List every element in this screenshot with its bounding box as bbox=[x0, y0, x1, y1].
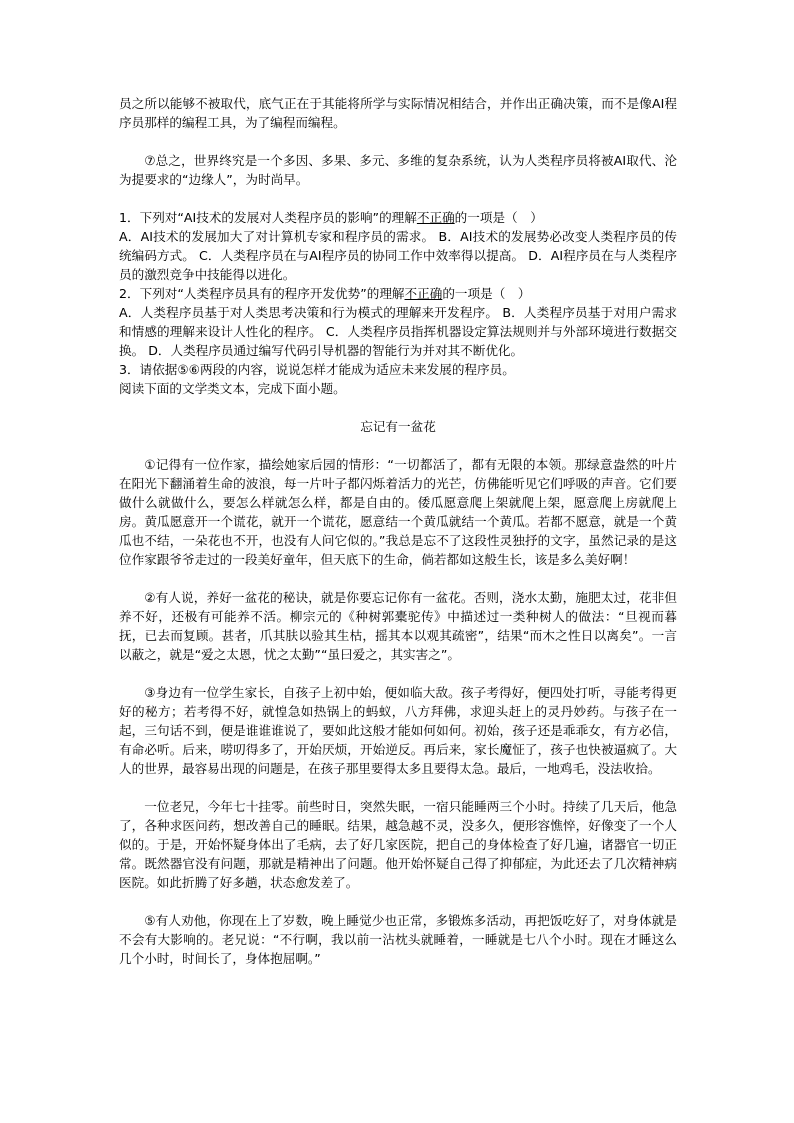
article-title: 忘记有一盆花 bbox=[360, 419, 436, 434]
article-paragraph-4: 一位老兄，今年七十挂零。前些时日，突然失眠，一宿只能睡两三个小时。持续了几天后，他急了，各种求医问药，想改善自己的睡眠。结果，越急越不灵，没多久，便形容憔悴，好像变了一个人似的。于是，开始怀疑身体出了毛病，去了好几家医院，把自己的身体检查了好几遍，诸器官一切正常。既然器官没有问题，那就是精神出了问题。他开始怀疑自己得了抑郁症，为此还去了几次精神病医院。如此折腾了好多趟，状态愈发差了。 bbox=[119, 799, 677, 890]
question-2-options: A．人类程序员基于对人类思考决策和行为模式的理解来开发程序。 B．人类程序员基于对用户需求和情感的理解来设计人性化的程序。 C．人类程序员指挥机器设定算法规则并与外部环境进行数据交换。 D．人类程序员通过编写代码引导机器的智能行为并对其不断优化。 bbox=[119, 305, 677, 358]
article-paragraph-1: ①记得有一位作家，描绘她家后园的情形：“一切都活了，都有无限的本领。那绿意盎然的叶片在阳光下翻涌着生命的波浪，每一片叶子都闪烁着活力的光芒，仿佛能听见它们呼吸的声音。它们要做什么就做什么，要怎么样就怎么样，都是自由的。倭瓜愿意爬上架就爬上架，愿意爬上房就爬上房。黄瓜愿意开一个谎花，就开一个谎花，愿意结一个黄瓜就结一个黄瓜。若都不愿意，就是一个黄瓜也不结，一朵花也不开，也没有人问它似的。”我总是忘不了这段性灵独抒的文字，虽然记录的是这位作家跟爷爷走过的一段美好童年，但天底下的生命，倘若都如这般生长，该是多么美好啊！ bbox=[119, 457, 677, 567]
question-1 bbox=[119, 208, 677, 227]
question-1-options: A．AI技术的发展加大了对计算机专家和程序员的需求。 B．AI技术的发展势必改变人类程序员的传统编码方式。 C．人类程序员在与AI程序员的协同工作中效率得以提高。 D．AI程序员在与人类程序员的激烈竞争中技能得以进化。 bbox=[119, 229, 677, 282]
question-2-key: 不正确 bbox=[404, 286, 443, 301]
question-1-tail: 的一项是（ ） bbox=[454, 210, 543, 225]
article-paragraph-3: ③身边有一位学生家长，自孩子上初中始，便如临大敌。孩子考得好，便四处打听，寻能考得更好的秘方；若考得不好，就惶急如热锅上的蚂蚁，八方拜佛，求迎头赶上的灵丹妙药。与孩子在一起，三句话不到，便是谁谁谁说了，要如此这般才能如何如何。初始，孩子还是乖乖女，有方必信，有命必听。后来，唠叨得多了，开始厌烦，开始逆反。再后来，家长魔怔了，孩子也快被逼疯了。大人的世界，最容易出现的问题是，在孩子那里要得太多且要得太急。最后，一地鸡毛，没法收拾。 bbox=[119, 685, 677, 776]
question-3: 3．请依据⑤⑥两段的内容，说说怎样才能成为适应未来发展的程序员。 bbox=[119, 362, 515, 377]
question-2 bbox=[119, 284, 677, 303]
reading-instruction: 阅读下面的文学类文本，完成下面小题。 bbox=[119, 381, 346, 396]
passage-paragraph-7: ⑦总之，世界终究是一个多因、多果、多元、多维的复杂系统，认为人类程序员将被AI取代、沦为提要求的“边缘人”，为时尚早。 bbox=[119, 153, 677, 187]
question-1-stem: 1．下列对“AI技术的发展对人类程序员的影响”的理解 bbox=[119, 210, 417, 225]
document-page bbox=[119, 94, 677, 968]
question-1-key: 不正确 bbox=[416, 210, 455, 225]
question-2-stem: 2．下列对“人类程序员具有的程序开发优势”的理解 bbox=[119, 286, 405, 301]
passage-paragraph-continued: 员之所以能够不被取代，底气正在于其能将所学与实际情况相结合，并作出正确决策，而不是像AI程序员那样的编程工具，为了编程而编程。 bbox=[119, 96, 677, 130]
article-paragraph-5: ⑤有人劝他，你现在上了岁数，晚上睡觉少也正常，多锻炼多活动，再把饭吃好了，对身体就是不会有大影响的。老兄说：“不行啊，我以前一沾枕头就睡着，一睡就是七八个小时。现在才睡这么几个小时，时间长了，身体抱屈啊。” bbox=[119, 913, 677, 966]
article-paragraph-2: ②有人说，养好一盆花的秘诀，就是你要忘记你有一盆花。否则，浇水太勤，施肥太过，花非但养不好，还极有可能养不活。柳宗元的《种树郭橐驼传》中描述过一类种树人的做法：“旦视而暮抚，已去而复顾。甚者，爪其肤以验其生枯，摇其本以观其疏密”，结果“而木之性日以离矣”。一言以蔽之，就是“爱之太恩，忧之太勤”“虽曰爱之，其实害之”。 bbox=[119, 590, 677, 662]
question-2-tail: 的一项是（ ） bbox=[442, 286, 531, 301]
